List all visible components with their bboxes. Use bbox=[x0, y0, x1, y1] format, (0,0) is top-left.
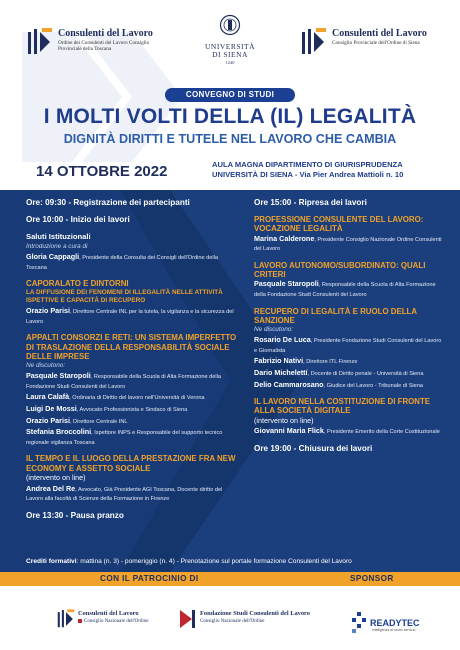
logo-consiglio-nazionale bbox=[56, 608, 166, 632]
session-title: PROFESSIONE CONSULENTE DEL LAVORO: VOCAZIONE LEGALITÀ bbox=[254, 215, 424, 234]
logo-universita-siena bbox=[195, 14, 265, 65]
speaker: Laura Calafà, Ordinaria di Diritto del lavoro nell'Università di Verona bbox=[26, 392, 205, 402]
session-title: APPALTI CONSORZI E RETI: UN SISTEMA IMPERFETTO DI TRASLAZIONE DELLA RESPONSABILITÀ SOCIALE DELLE IMPRESE bbox=[26, 333, 237, 361]
closing-row: Ore 19:00 - Chiusura dei lavori bbox=[254, 443, 373, 453]
session-note: (intervento on line) bbox=[26, 472, 86, 482]
registration-row: Ore: 09:30 - Registrazione dei partecipanti bbox=[26, 198, 190, 207]
session-subtitle: LA DIFFUSIONE DEI FENOMENI DI ILLEGALITÀ NELLE ATTIVITÀ ISPETTIVE E CAPACITÀ DI RECUPERO bbox=[26, 289, 223, 305]
sponsor-tagline: Intelligenza al vostro servizio bbox=[372, 628, 416, 632]
patronage-label: CON IL PATROCINIO DI bbox=[100, 574, 199, 583]
speaker: Luigi De Mossi, Avvocato Professionista e Sindaco di Siena bbox=[26, 403, 188, 413]
recupero-block bbox=[254, 307, 444, 391]
speaker: Stefania Broccolini, Ispettore INPS e Responsabile del supporto tecnico regionale vigilanza Toscana bbox=[26, 427, 223, 446]
footer-logos bbox=[0, 586, 460, 650]
university-seal-icon bbox=[219, 14, 241, 38]
patron2-title: Fondazione Studi Consulenti del Lavoro bbox=[200, 610, 310, 617]
red-square-icon bbox=[78, 619, 82, 623]
sponsor-logo-readytec bbox=[350, 608, 430, 638]
session-title: LAVORO AUTONOMO/SUBORDINATO: QUALI CRITERI bbox=[254, 260, 426, 280]
uni-year: 1240 bbox=[225, 60, 235, 65]
speaker: Giovanni Maria Flick, Presidente Emerito della Corte Costituzionale bbox=[254, 426, 440, 436]
page-subtitle: DIGNITÀ DIRITTI E TUTELE NEL LAVORO CHE CAMBIA bbox=[63, 132, 397, 146]
footer-bar bbox=[0, 572, 460, 586]
patron2-subtitle: Consiglio Nazionale dell'Ordine bbox=[200, 619, 265, 624]
saluti-block bbox=[26, 232, 240, 272]
lunch-row: Ore 13:30 - Pausa pranzo bbox=[26, 510, 124, 520]
saluti-heading: Saluti Istituzionali bbox=[26, 232, 91, 241]
speaker: Fabrizio Nativi, Direttore ITL Firenze bbox=[254, 356, 358, 366]
autonomo-block bbox=[254, 261, 444, 300]
session-title: RECUPERO DI LEGALITÀ E RUOLO DELLA SANZIONE bbox=[254, 306, 417, 325]
start-row: Ore 10:00 - Inizio dei lavori bbox=[26, 215, 130, 224]
readytec-mark-icon bbox=[350, 612, 368, 634]
speaker: Pasquale Staropoli, Responsabile della Scuola di Alta Formazione della Fondazione Studi Consulenti del Lavoro bbox=[254, 279, 436, 298]
venue-line2: UNIVERSITÀ DI SIENA - Via Pier Andrea Mattioli n. 10 bbox=[212, 170, 404, 179]
speaker: Dario Michelettí, Docente di Diritto penale - Università di Siena bbox=[254, 367, 424, 377]
event-date: 14 OTTOBRE 2022 bbox=[36, 163, 168, 180]
professione-block bbox=[254, 215, 444, 254]
uni-name-line1: UNIVERSITÀ bbox=[205, 42, 255, 51]
org-left-title: Consulenti del Lavoro bbox=[58, 28, 153, 39]
logo-consulenti-ordine-toscana bbox=[26, 26, 176, 66]
patron1-subtitle: Consiglio Nazionale dell'Ordine bbox=[78, 619, 149, 624]
speaker: Rosario De Luca, Presidente Fondazione Studi Consulenti del Lavoro e Giornalista bbox=[254, 335, 442, 354]
org-right-title: Consulenti del Lavoro bbox=[332, 28, 427, 39]
speaker: Orazio Parisi, Direttore Centrale INL per la tutela, la vigilanza e la sicurezza del Lavoro bbox=[26, 306, 234, 325]
saluti-intro: Introduzione a cura di bbox=[26, 243, 88, 250]
patron1-title: Consulenti del Lavoro bbox=[78, 610, 139, 617]
page-title: I MOLTI VOLTI DELLA (IL) LEGALITÀ bbox=[43, 105, 417, 128]
org-right-subtitle: Consiglio Provinciale dell'Ordine di Siena bbox=[332, 40, 420, 46]
caporalato-block bbox=[26, 279, 240, 326]
logo-fondazione-studi bbox=[178, 608, 310, 632]
speaker: Andrea Del Re, Avvocato, Già Presidente AGI Toscana, Docente diritto del Lavoro alla facoltà di Scienze della Formazione in Firenze bbox=[26, 483, 223, 503]
consulenti-mark-icon bbox=[26, 26, 54, 58]
costituzione-block bbox=[254, 397, 444, 437]
speaker: Delio Cammarosano, Giudice del Lavoro - Tribunale di Siena bbox=[254, 379, 424, 389]
session-title: CAPORALATO E DINTORNI bbox=[26, 279, 129, 289]
session-note: (intervento on line) bbox=[254, 415, 314, 425]
uni-name-line2: DI SIENA bbox=[212, 50, 248, 59]
session-title: IL LAVORO NELLA COSTITUZIONE DI FRONTE ALLA SOCIETÀ DIGITALE bbox=[254, 397, 431, 416]
speaker: Marina Calderone, Presidente Consiglio Nazionale Ordine Consulenti del Lavoro bbox=[254, 233, 442, 253]
session-title: IL TEMPO E IL LUOGO DELLA PRESTAZIONE FRA NEW ECONOMY E ASSETTO SOCIALE bbox=[26, 454, 236, 473]
consulenti-mark-icon bbox=[56, 608, 76, 630]
sponsor-label: SPONSOR bbox=[350, 574, 394, 583]
venue-line1: AULA MAGNA DIPARTIMENTO DI GIURISPRUDENZA bbox=[212, 160, 403, 169]
speaker: Gloria Cappagli, Presidente della Consulta dei Consigli dell'Ordine della Toscana bbox=[26, 252, 218, 271]
session-intro: Ne discutono: bbox=[26, 362, 66, 370]
event-venue bbox=[212, 160, 403, 180]
logo-consulenti-ordine-siena bbox=[300, 26, 450, 66]
credits-line: Crediti formativi: mattina (n. 3) - pomeriggio (n. 4) - Prenotazione sul portale formazione Consulenti del Lavoro bbox=[26, 558, 352, 565]
consulenti-mark-icon bbox=[300, 26, 328, 58]
fondazione-mark-icon bbox=[178, 608, 198, 630]
tempo-block bbox=[26, 454, 240, 503]
speaker: Orazio Parisi, Direttore Centrale INL bbox=[26, 415, 128, 425]
resume-row: Ore 15:00 - Ripresa dei lavori bbox=[254, 198, 367, 207]
header bbox=[0, 0, 460, 190]
program-afternoon-column bbox=[254, 198, 444, 461]
appalti-block bbox=[26, 333, 240, 447]
speaker: Pasquale Staropoli, Responsabile della Scuola di Alta Formazione della Fondazione Studi Consulenti del Lavoro bbox=[26, 371, 222, 390]
sponsor-name: READYTEC bbox=[370, 618, 420, 628]
program-section bbox=[0, 190, 460, 572]
program-morning-column bbox=[26, 198, 240, 528]
session-intro: Ne discutono: bbox=[254, 326, 294, 334]
event-type-badge: CONVEGNO DI STUDI bbox=[165, 88, 295, 102]
org-left-subtitle: Ordine dei Consulenti del Lavoro Consiglio Provinciale della Toscana bbox=[58, 40, 150, 52]
